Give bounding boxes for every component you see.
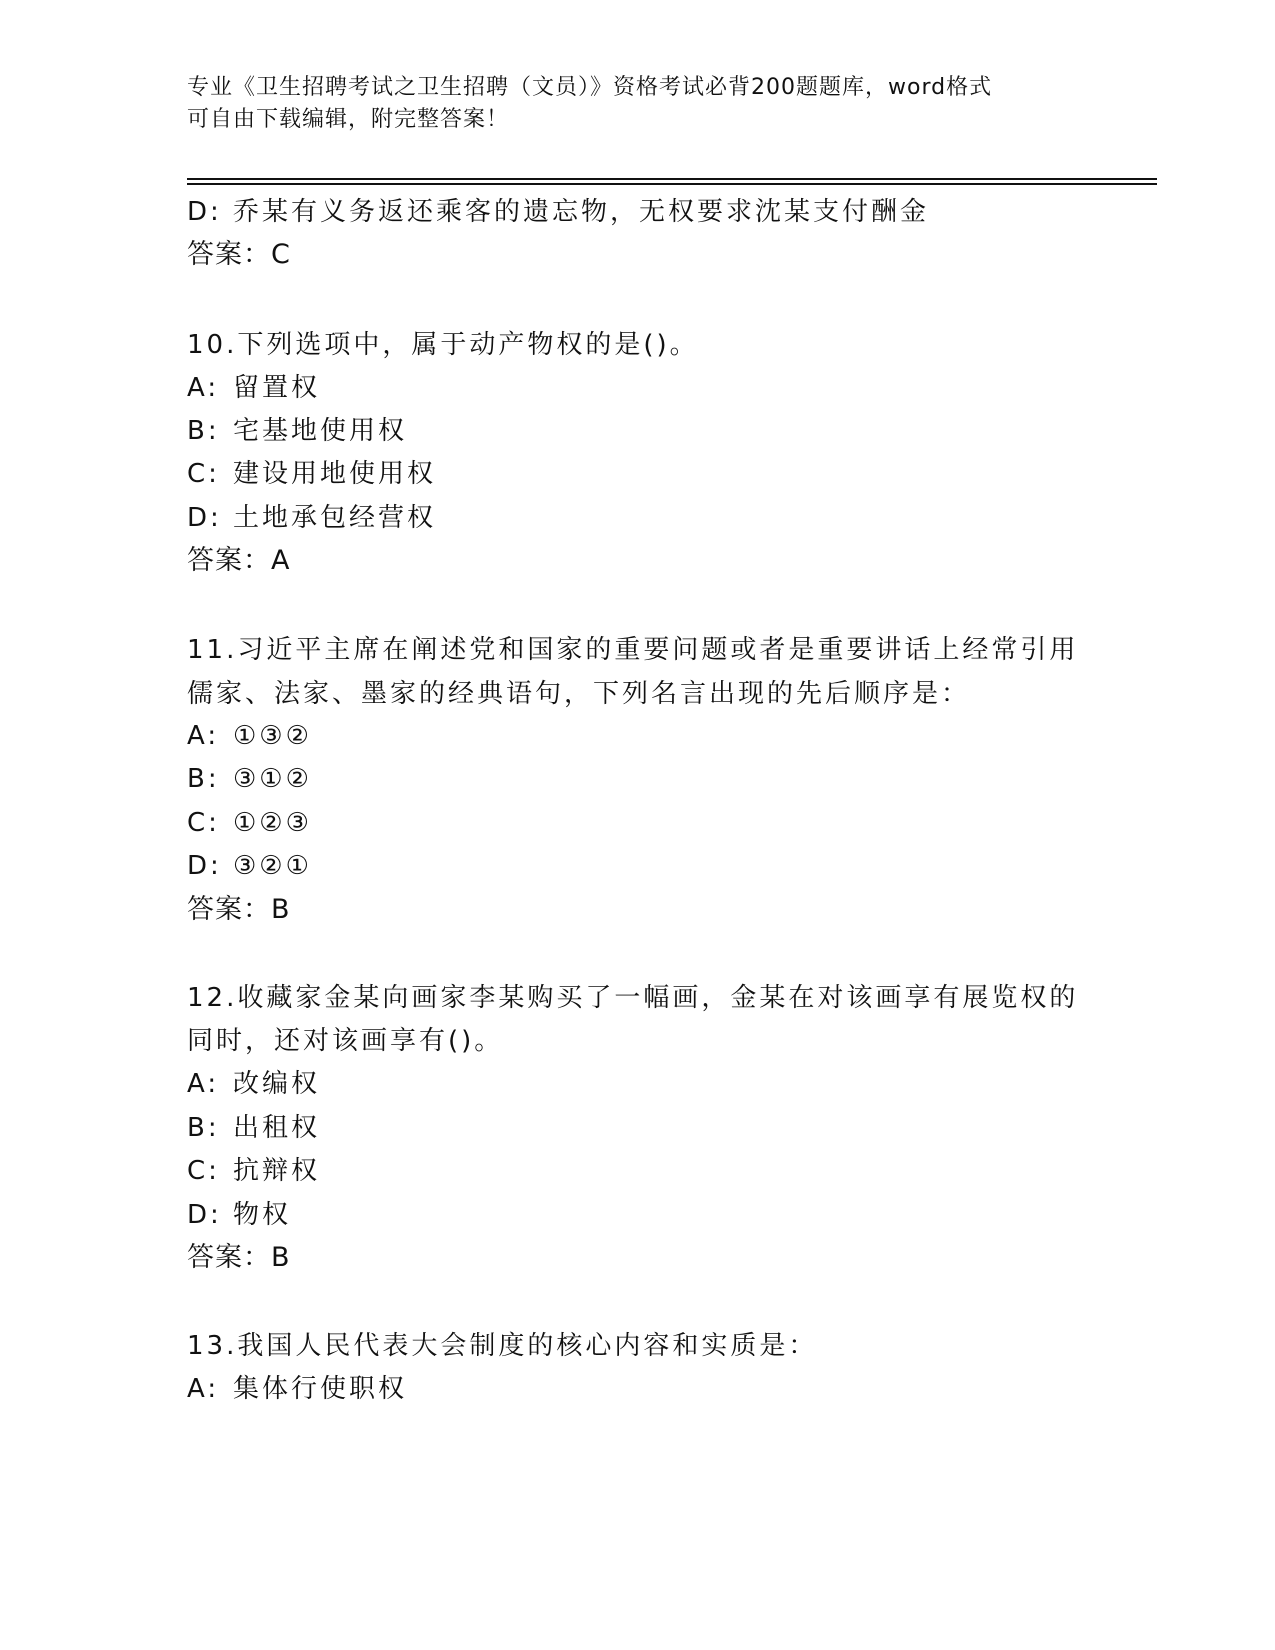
option-text: 改编权 xyxy=(233,1069,321,1099)
option-letter: B: xyxy=(187,1113,220,1143)
q11-option-d xyxy=(187,849,312,883)
q11-option-c xyxy=(187,806,312,840)
option-text: 土地承包经营权 xyxy=(233,503,437,533)
q10-option-d xyxy=(187,501,436,535)
option-text: 建设用地使用权 xyxy=(233,459,437,489)
q13-option-a xyxy=(187,1372,407,1406)
option-text: ①②③ xyxy=(233,808,312,838)
q11-stem-line-1: 11.习近平主席在阐述党和国家的重要问题或者是重要讲话上经常引用 xyxy=(187,635,1079,665)
option-text: 出租权 xyxy=(233,1113,321,1143)
q9-answer: 答案：C xyxy=(187,239,291,270)
option-letter: B: xyxy=(187,416,220,446)
q11-answer: 答案：B xyxy=(187,894,291,925)
option-letter: B: xyxy=(187,764,220,794)
option-text: ③②① xyxy=(233,851,312,881)
option-text: 留置权 xyxy=(233,373,321,403)
q13-stem: 13.我国人民代表大会制度的核心内容和实质是： xyxy=(187,1331,818,1361)
option-letter: D: xyxy=(187,197,222,227)
option-letter: C: xyxy=(187,1156,220,1186)
document-header xyxy=(187,72,1087,136)
option-text: ①③② xyxy=(233,721,312,751)
option-text: 集体行使职权 xyxy=(233,1374,408,1404)
q12-stem-line-1: 12.收藏家金某向画家李某购买了一幅画，金某在对该画享有展览权的 xyxy=(187,983,1079,1013)
option-text: 宅基地使用权 xyxy=(233,416,408,446)
q11-option-b xyxy=(187,762,312,796)
option-letter: A: xyxy=(187,1069,220,1099)
header-line-1: 专业《卫生招聘考试之卫生招聘（文员）》资格考试必背200题题库，word格式 xyxy=(187,75,993,100)
option-letter: D: xyxy=(187,1200,222,1230)
header-divider-top xyxy=(187,178,1157,180)
q12-stem-line-2: 同时，还对该画享有()。 xyxy=(187,1026,504,1056)
option-text: 物权 xyxy=(233,1200,292,1230)
q10-option-c xyxy=(187,457,436,491)
option-letter: A: xyxy=(187,721,220,751)
option-letter: C: xyxy=(187,808,220,838)
q12-option-c xyxy=(187,1154,320,1188)
q10-answer: 答案：A xyxy=(187,545,291,576)
q12-option-b xyxy=(187,1111,320,1145)
q12-answer: 答案：B xyxy=(187,1242,291,1273)
header-divider-bottom xyxy=(187,183,1157,185)
q9-option-d xyxy=(187,195,929,229)
option-letter: D: xyxy=(187,851,222,881)
q11-stem-line-2: 儒家、法家、墨家的经典语句，下列名言出现的先后顺序是： xyxy=(187,679,971,709)
q10-stem: 10.下列选项中，属于动产物权的是()。 xyxy=(187,330,699,360)
q10-option-b xyxy=(187,414,407,448)
option-letter: C: xyxy=(187,459,220,489)
q12-option-a xyxy=(187,1067,320,1101)
option-text: 乔某有义务返还乘客的遗忘物，无权要求沈某支付酬金 xyxy=(233,197,930,227)
option-letter: A: xyxy=(187,373,220,403)
option-text: ③①② xyxy=(233,764,312,794)
option-text: 抗辩权 xyxy=(233,1156,321,1186)
option-letter: D: xyxy=(187,503,222,533)
q11-option-a xyxy=(187,719,312,753)
option-letter: A: xyxy=(187,1374,220,1404)
q12-option-d xyxy=(187,1198,291,1232)
header-line-2: 可自由下载编辑，附完整答案！ xyxy=(187,107,510,132)
q10-option-a xyxy=(187,371,320,405)
